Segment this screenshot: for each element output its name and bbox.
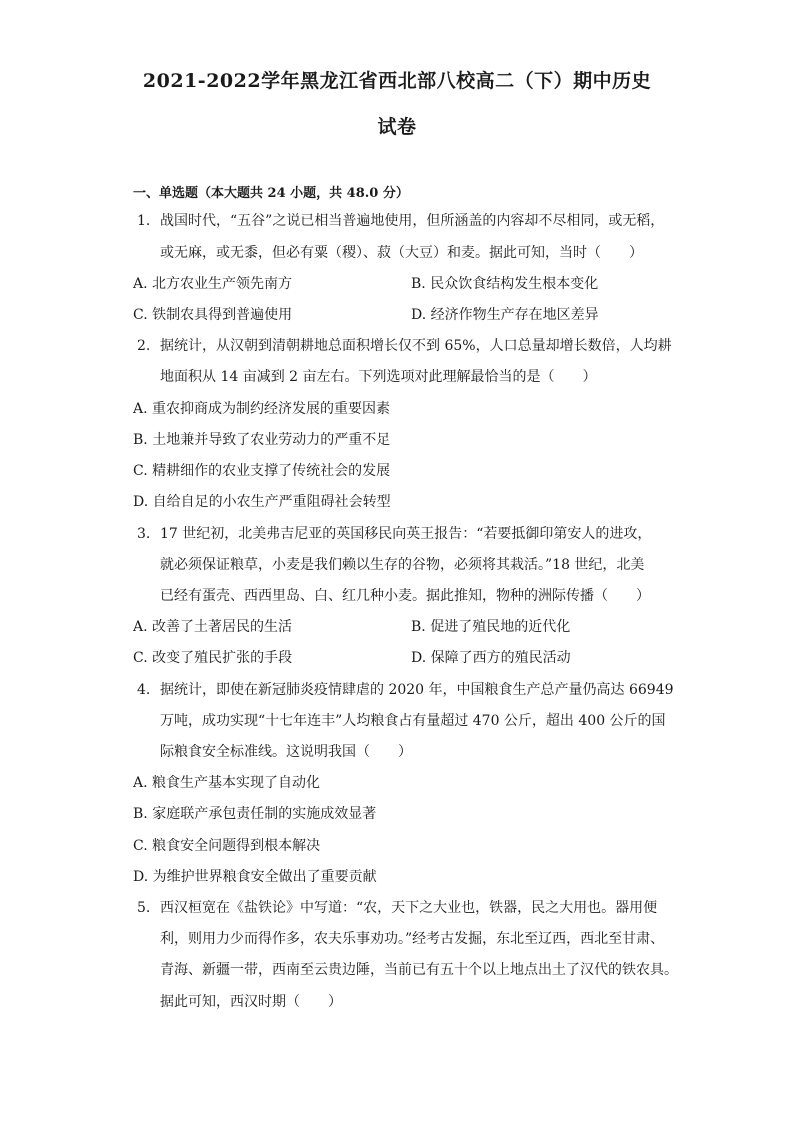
option-b: B. 家庭联产承包责任制的实施成效显著 bbox=[133, 806, 377, 822]
option-b: B. 促进了殖民地的近代化 bbox=[411, 619, 571, 635]
option-c: C. 粮食安全问题得到根本解决 bbox=[133, 838, 321, 854]
question-text: 西汉桓宽在《盐铁论》中写道：“农，天下之大业也，铁器，民之大用也。器用便 bbox=[160, 900, 658, 916]
question-number: 2. bbox=[137, 338, 151, 354]
page-title-line1: 2021-2022学年黑龙江省西北部八校高二（下）期中历史 bbox=[142, 70, 652, 92]
option-a: A. 改善了土著居民的生活 bbox=[133, 619, 293, 635]
question-text: 据此可知，西汉时期（ ） bbox=[160, 994, 342, 1010]
option-a: A. 重农抑商成为制约经济发展的重要因素 bbox=[133, 401, 391, 417]
page-title-line2: 试卷 bbox=[377, 116, 417, 138]
question-text: 地面积从 14 亩减到 2 亩左右。下列选项对此理解最恰当的是（ ） bbox=[160, 369, 597, 385]
question-number: 5. bbox=[137, 900, 151, 916]
question-number: 4. bbox=[137, 682, 151, 698]
question-5 bbox=[137, 899, 657, 917]
question-text: 据统计，即使在新冠肺炎疫情肆虐的 2020 年，中国粮食生产总产量仍高达 66949 bbox=[160, 682, 674, 698]
question-text: 万吨，成功实现“十七年连丰”人均粮食占有量超过 470 公斤，超出 400 公斤的国 bbox=[160, 713, 666, 729]
option-c: C. 铁制农具得到普遍使用 bbox=[133, 307, 293, 323]
question-number: 3. bbox=[137, 526, 151, 542]
option-c: C. 改变了殖民扩张的手段 bbox=[133, 650, 293, 666]
option-d: D. 为维护世界粮食安全做出了重要贡献 bbox=[133, 869, 377, 885]
question-text: 战国时代，“五谷”之说已相当普遍地使用，但所涵盖的内容却不尽相同，或无稻， bbox=[160, 213, 665, 229]
option-c: C. 精耕细作的农业支撑了传统社会的发展 bbox=[133, 463, 391, 479]
question-number: 1. bbox=[137, 213, 151, 229]
question-text: 就必须保证粮草，小麦是我们赖以生存的谷物，必须将其栽活。”18 世纪，北美 bbox=[160, 557, 645, 573]
option-a: A. 粮食生产基本实现了自动化 bbox=[133, 775, 321, 791]
question-text: 际粮食安全标准线。这说明我国（ ） bbox=[160, 744, 412, 760]
option-a: A. 北方农业生产领先南方 bbox=[133, 276, 293, 292]
question-4 bbox=[137, 681, 674, 699]
option-d: D. 保障了西方的殖民活动 bbox=[411, 650, 571, 666]
section-heading: 一、单选题（本大题共 24 小题，共 48.0 分） bbox=[133, 186, 409, 201]
option-b: B. 土地兼并导致了农业劳动力的严重不足 bbox=[133, 432, 391, 448]
option-d: D. 经济作物生产存在地区差异 bbox=[411, 307, 599, 323]
question-text: 17 世纪初，北美弗吉尼亚的英国移民向英王报告：“若要抵御印第安人的进攻， bbox=[160, 526, 652, 542]
question-text: 或无麻，或无黍，但必有粟（稷）、菽（大豆）和麦。据此可知，当时（ ） bbox=[160, 245, 643, 261]
question-2 bbox=[137, 337, 672, 355]
question-text: 已经有蛋壳、西西里岛、白、红几种小麦。据此推知，物种的洲际传播（ ） bbox=[160, 588, 650, 604]
question-1 bbox=[137, 212, 664, 230]
option-d: D. 自给自足的小农生产严重阻碍社会转型 bbox=[133, 494, 391, 510]
option-b: B. 民众饮食结构发生根本变化 bbox=[411, 276, 599, 292]
question-text: 利，则用力少而得作多，农夫乐事劝功。”经考古发掘，东北至辽西，西北至甘肃、 bbox=[160, 931, 665, 947]
question-text: 青海、新疆一带，西南至云贵边陲，当前已有五十个以上地点出土了汉代的铁农具。 bbox=[160, 962, 678, 978]
question-3 bbox=[137, 525, 651, 543]
question-text: 据统计，从汉朝到清朝耕地总面积增长仅不到 65%，人口总量却增长数倍，人均耕 bbox=[160, 338, 672, 354]
